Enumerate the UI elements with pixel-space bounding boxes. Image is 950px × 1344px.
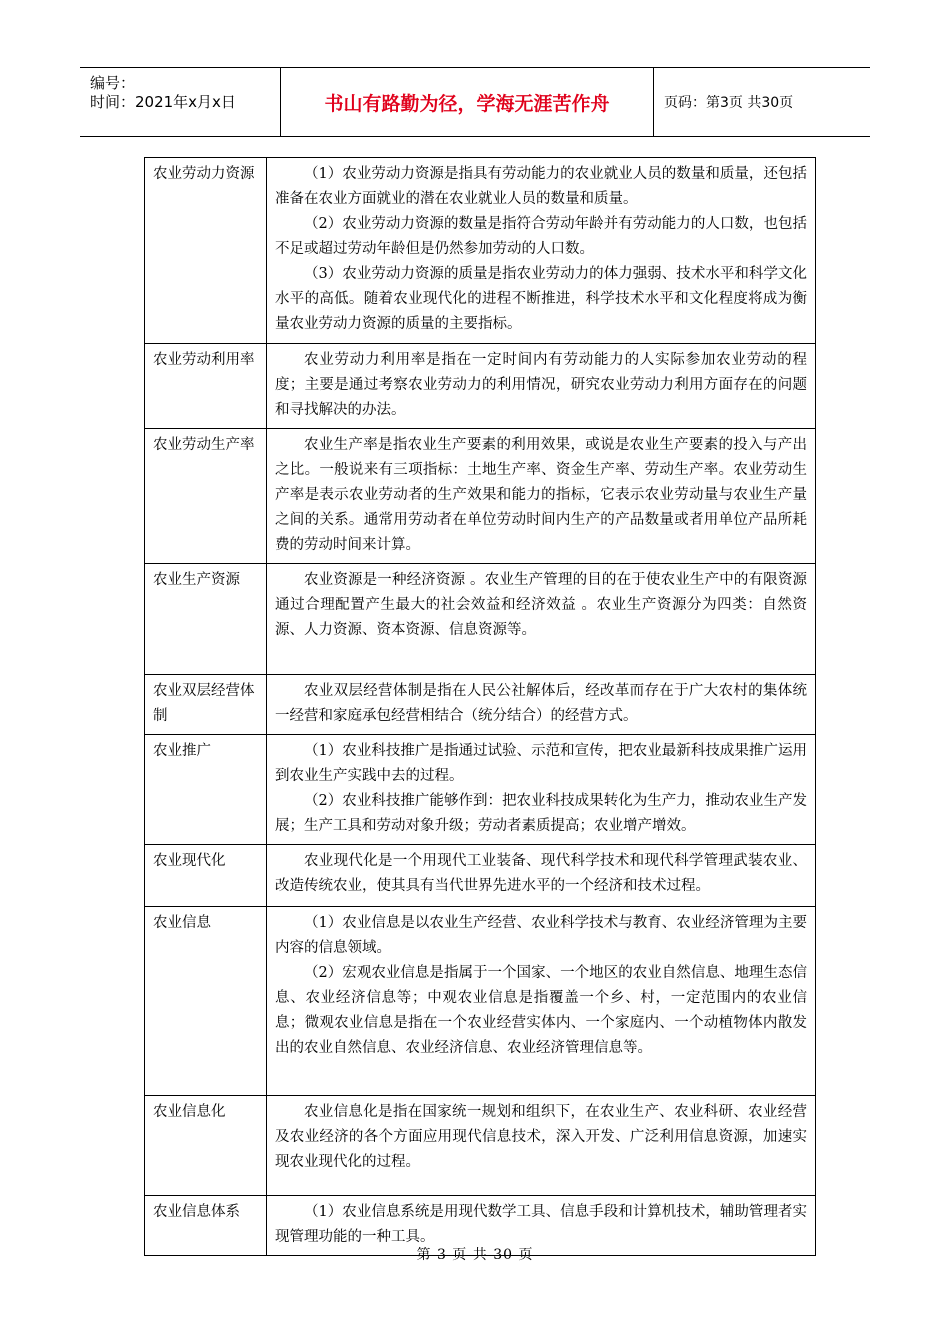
definition-paragraph: 农业信息化是指在国家统一规划和组织下，在农业生产、农业科研、农业经营及农业经济的各个方面应用现代信息技术，深入开发、广泛利用信息资源，加速实现农业现代化的过程。 (275, 1104, 807, 1170)
definition-paragraph: （1）农业科技推广是指通过试验、示范和宣传，把农业最新科技成果推广运用到农业生产实践中去的过程。 (275, 743, 807, 784)
page-footer: 第 3 页 共 30 页 (416, 1247, 534, 1263)
definition-paragraph: （3）农业劳动力资源的质量是指农业劳动力的体力强弱、技术水平和科学文化水平的高低。随着农业现代化的进程不断推进，科学技术水平和文化程度将成为衡量农业劳动力资源的质量的主要指标。 (275, 266, 807, 332)
header-meta-cell (80, 68, 281, 136)
glossary-definition (267, 158, 816, 344)
definition-paragraph: （1）农业劳动力资源是指具有劳动能力的农业就业人员的数量和质量，还包括准备在农业方面就业的潜在农业就业人员的数量和质量。 (275, 166, 807, 207)
glossary-term: 农业信息体系 (145, 1196, 267, 1256)
header-page-info: 页码：第3页 共30页 (664, 95, 794, 111)
document-code: 编号： (90, 74, 136, 92)
glossary-row (145, 344, 816, 429)
glossary-row (145, 158, 816, 344)
glossary-definition (267, 564, 816, 675)
glossary-term: 农业信息化 (145, 1096, 267, 1196)
glossary-body (145, 158, 816, 1256)
glossary-definition (267, 1096, 816, 1196)
glossary-term: 农业现代化 (145, 845, 267, 907)
header-motto-cell (281, 68, 654, 136)
page-header (80, 67, 870, 137)
glossary-definition (267, 907, 816, 1096)
glossary-term: 农业信息 (145, 907, 267, 1096)
glossary-row (145, 429, 816, 564)
glossary-definition (267, 675, 816, 735)
definition-paragraph: 农业双层经营体制是指在人民公社解体后，经改革而存在于广大农村的集体统一经营和家庭承包经营相结合（统分结合）的经营方式。 (275, 683, 807, 724)
glossary-term: 农业劳动力资源 (145, 158, 267, 344)
glossary-row (145, 564, 816, 675)
definition-paragraph: （1）农业信息是以农业生产经营、农业科学技术与教育、农业经济管理为主要内容的信息领域。 (275, 915, 807, 956)
glossary-term: 农业推广 (145, 735, 267, 845)
glossary-term: 农业劳动利用率 (145, 344, 267, 429)
glossary-row (145, 1096, 816, 1196)
glossary-term: 农业双层经营体制 (145, 675, 267, 735)
glossary-term: 农业劳动生产率 (145, 429, 267, 564)
glossary-definition (267, 344, 816, 429)
glossary-term: 农业生产资源 (145, 564, 267, 675)
header-page-cell (654, 68, 870, 136)
glossary-row (145, 675, 816, 735)
definition-paragraph: （2）宏观农业信息是指属于一个国家、一个地区的农业自然信息、地理生态信息、农业经济信息等；中观农业信息是指覆盖一个乡、村，一定范围内的农业信息；微观农业信息是指在一个农业经营实体内、一个家庭内、一个动植物体内散发出的农业自然信息、农业经济信息、农业经济管理信息等。 (275, 965, 807, 1056)
definition-paragraph: （1）农业信息系统是用现代数学工具、信息手段和计算机技术，辅助管理者实现管理功能的一种工具。 (275, 1204, 807, 1245)
glossary-definition (267, 845, 816, 907)
glossary-row (145, 845, 816, 907)
glossary-definition (267, 735, 816, 845)
definition-paragraph: （2）农业科技推广能够作到：把农业科技成果转化为生产力，推动农业生产发展；生产工具和劳动对象升级；劳动者素质提高；农业增产增效。 (275, 793, 807, 834)
definition-paragraph: （2）农业劳动力资源的数量是指符合劳动年龄并有劳动能力的人口数，也包括不足或超过劳动年龄但是仍然参加劳动的人口数。 (275, 216, 807, 257)
document-date: 时间：2021年x月x日 (90, 93, 236, 111)
definition-paragraph: 农业资源是一种经济资源 。农业生产管理的目的在于使农业生产中的有限资源通过合理配置产生最大的社会效益和经济效益 。农业生产资源分为四类：自然资源、人力资源、资本资源、信息资源等。 (275, 572, 807, 638)
glossary-table (144, 157, 816, 1256)
glossary-definition (267, 429, 816, 564)
glossary-row (145, 735, 816, 845)
header-motto: 书山有路勤为径，学海无涯苦作舟 (324, 92, 610, 115)
definition-paragraph: 农业劳动力利用率是指在一定时间内有劳动能力的人实际参加农业劳动的程度；主要是通过考察农业劳动力的利用情况，研究农业劳动力利用方面存在的问题和寻找解决的办法。 (275, 352, 807, 418)
definition-paragraph: 农业生产率是指农业生产要素的利用效果，或说是农业生产要素的投入与产出之比。一般说来有三项指标：土地生产率、资金生产率、劳动生产率。农业劳动生产率是表示农业劳动者的生产效果和能力的指标，它表示农业劳动量与农业生产量之间的关系。通常用劳动者在单位劳动时间内生产的产品数量或者用单位产品所耗费的劳动时间来计算。 (275, 437, 807, 553)
glossary-row (145, 907, 816, 1096)
definition-paragraph: 农业现代化是一个用现代工业装备、现代科学技术和现代科学管理武装农业、改造传统农业，使其具有当代世界先进水平的一个经济和技术过程。 (275, 853, 807, 894)
